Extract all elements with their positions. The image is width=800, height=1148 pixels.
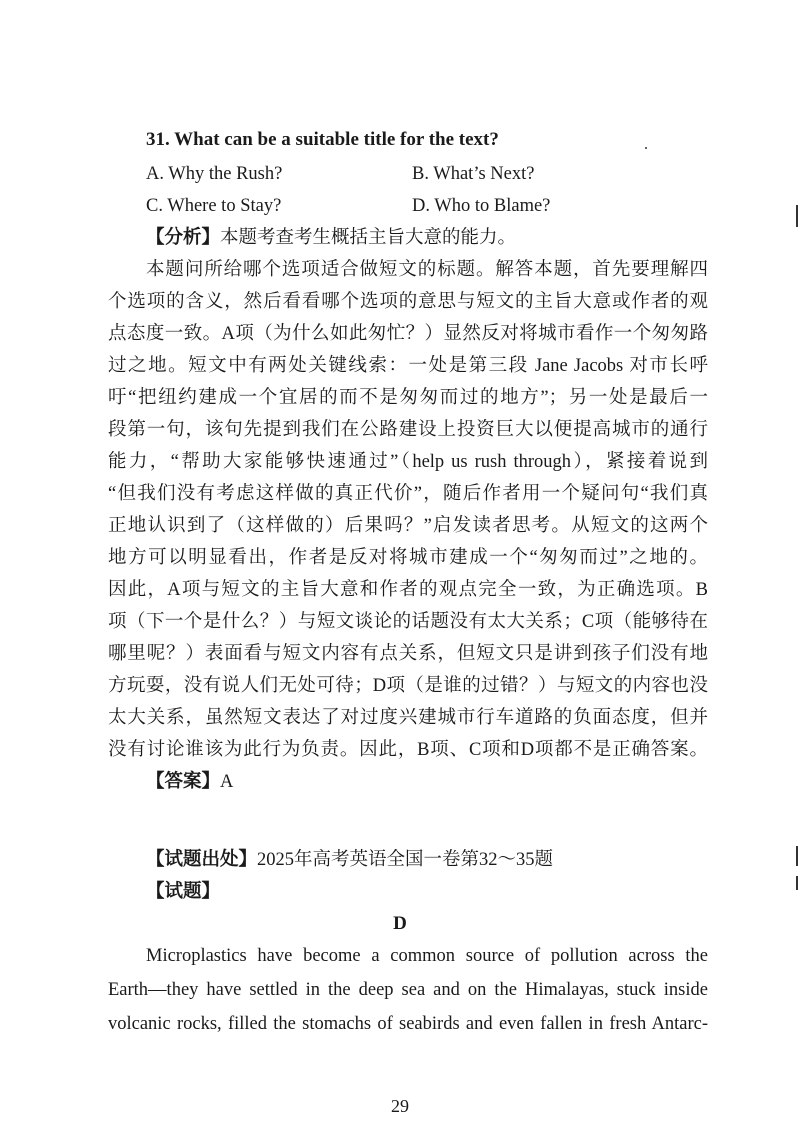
analysis-line: 能力，“帮助大家能够快速通过”（help us rush through），紧接着说到 bbox=[108, 452, 708, 472]
scan-speck bbox=[645, 147, 647, 149]
analysis-line: 地方可以明显看出，作者是反对将城市建成一个“匆匆而过”之地的。 bbox=[108, 548, 708, 568]
analysis-line: 个选项的含义，然后看看哪个选项的意思与短文的主旨大意或作者的观 bbox=[108, 292, 708, 312]
analysis-line: 太大关系，虽然短文表达了对过度兴建城市行车道路的负面态度，但并 bbox=[108, 708, 708, 728]
option-b: B. What’s Next? bbox=[412, 164, 535, 184]
option-a: A. Why the Rush? bbox=[146, 164, 283, 184]
analysis-line: 项（下一个是什么？）与短文谈论的话题没有太大关系；C项（能够待在 bbox=[108, 612, 708, 632]
analysis-line: 吁“把纽约建成一个宜居的而不是匆匆而过的地方”；另一处是最后一 bbox=[108, 388, 708, 408]
scan-edge-mark bbox=[796, 846, 798, 866]
scan-edge-mark bbox=[796, 205, 798, 227]
analysis-line: 段第一句，该句先提到我们在公路建设上投资巨大以便提高城市的通行 bbox=[108, 420, 708, 440]
analysis-line: 因此，A项与短文的主旨大意和作者的观点完全一致，为正确选项。B bbox=[108, 580, 708, 600]
answer-line bbox=[146, 766, 746, 798]
analysis-line: 正地认识到了（这样做的）后果吗？”启发读者思考。从短文的这两个 bbox=[108, 516, 708, 536]
option-c: C. Where to Stay? bbox=[146, 196, 282, 216]
page-number: 29 bbox=[391, 1096, 409, 1116]
passage-heading: D bbox=[393, 913, 407, 934]
answer-tag: 【答案】 bbox=[146, 772, 221, 792]
question-title: 31. What can be a suitable title for the text? bbox=[146, 129, 499, 150]
analysis-line: “但我们没有考虑这样做的真正代价”，随后作者用一个疑问句“我们真 bbox=[108, 484, 708, 504]
analysis-line: 方玩耍，没有说人们无处可待；D项（是谁的过错？）与短文的内容也没 bbox=[108, 676, 708, 696]
analysis-line: 本题问所给哪个选项适合做短文的标题。解答本题，首先要理解四 bbox=[146, 260, 708, 280]
option-d: D. Who to Blame? bbox=[412, 196, 551, 216]
analysis-heading bbox=[146, 222, 746, 254]
analysis-line: 点态度一致。A项（为什么如此匆忙？）显然反对将城市看作一个匆匆路 bbox=[108, 324, 708, 344]
answer-value: A bbox=[220, 772, 234, 792]
passage-line: volcanic rocks, filled the stomachs of seabirds and even fallen in fresh Antarc- bbox=[108, 1014, 708, 1034]
exam-tag: 【试题】 bbox=[146, 882, 221, 902]
passage-line: Earth—they have settled in the deep sea and on the Himalayas, stuck inside bbox=[108, 980, 708, 1000]
analysis-tag: 【分析】 bbox=[146, 228, 221, 248]
analysis-line: 没有讨论谁该为此行为负责。因此，B项、C项和D项都不是正确答案。 bbox=[108, 740, 708, 760]
analysis-intro: 本题考查考生概括主旨大意的能力。 bbox=[220, 228, 517, 248]
source-tag: 【试题出处】 bbox=[146, 850, 258, 870]
source-line bbox=[146, 844, 746, 876]
analysis-line: 过之地。短文中有两处关键线索：一处是第三段 Jane Jacobs 对市长呼 bbox=[108, 356, 708, 376]
scan-edge-mark bbox=[796, 876, 798, 890]
analysis-line: 哪里呢？）表面看与短文内容有点关系，但短文只是讲到孩子们没有地 bbox=[108, 644, 708, 664]
source-value: 2025年高考英语全国一卷第32～35题 bbox=[257, 850, 554, 870]
passage-line: Microplastics have become a common source of pollution across the bbox=[146, 946, 708, 966]
